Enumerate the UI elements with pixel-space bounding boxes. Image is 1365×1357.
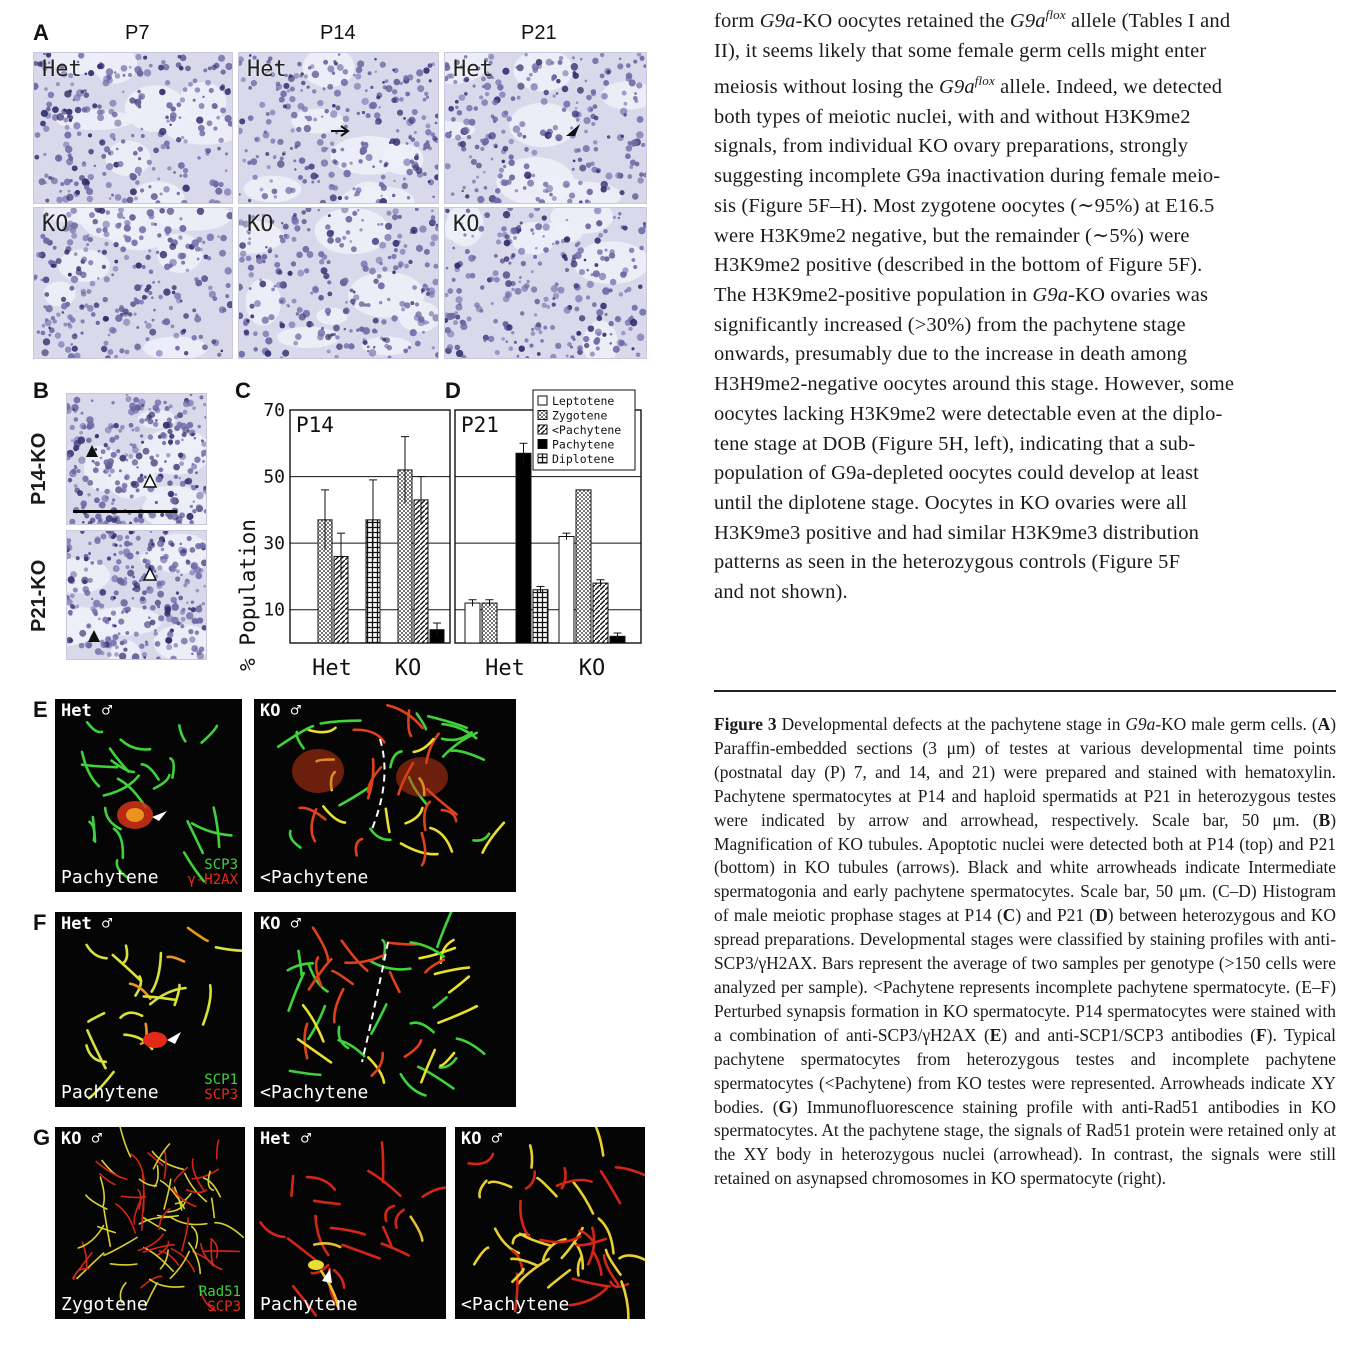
legend-green: SCP3 xyxy=(204,857,238,873)
body-line: population of G9a-depleted oocytes could develop at least xyxy=(714,462,1200,485)
arrowhead-icon xyxy=(167,1032,181,1044)
y-tick-label: 50 xyxy=(263,466,285,488)
figure-caption: Figure 3 Developmental defects at the pachytene stage in G9a-KO male germ cells. (A) Paraffin-embedded sections (3 μm) of testes at various developmental time points (postnatal day (P) 7, and 14, and 21) were prepared and stained with hematoxylin. Pachytene spermatocytes at P14 and haploid spermatids at P21 in heterozygous testes were indicated by arrow and arrowhead, respectively. Scale bar, 50 μm. (B) Magnification of KO tubules. Apoptotic nuclei were detected both at P14 (top) and P21 (bottom) in KO tubules (arrows). Black and white arrowheads indicate Intermediate spermatogonia and early pachytene spermatocytes. Scale bar, 50 μm. (C–D) Histogram of male meiotic prophase stages at P14 (C) and P21 (D) between heterozygous and KO spread preparations. Developmental stages were classified by staining profiles with anti-SCP3/γH2AX. Bars represent the average of two samples per genotype (>150 cells were analyzed per sample). <Pachytene represents incomplete pachytene spermatocyte. (E–F) Perturbed synapsis formation in KO spermatocyte. P14 spermatocytes were stained with a combination of anti-SCP3/γH2AX (E) and anti-SCP1/SCP3 antibodies (F). Typical pachytene spermatocytes from heterozygous testes and incomplete pachytene spermatocytes (<Pachytene) from KO testes were represented. Arrowheads indicate XY bodies. (G) Immunofluorescence staining profile with anti-Rad51 antibodies in KO spermatocytes. At the pachytene stage, the signals of Rad51 protein were retained only at the XY body in heterozygous nuclei (arrowhead). In contrast, the signals were still retained on asynapsed chromosomes in KO spermatocyte (right). xyxy=(714,714,1336,1189)
legend-red: γ-H2AX xyxy=(187,872,238,888)
fluorescence-g-het-pachytene xyxy=(254,1127,446,1319)
stage-label: Pachytene xyxy=(260,1294,358,1315)
body-line: suggesting incomplete G9a inactivation during female meio- xyxy=(714,165,1221,188)
body-line: H3K9me3 positive and had similar H3K9me3 distribution xyxy=(714,521,1200,544)
bar-diplotene xyxy=(533,590,548,643)
histology-ko-p7 xyxy=(33,207,233,359)
panel-a-col-p7: P7 xyxy=(125,22,150,44)
y-axis-label: % Population xyxy=(236,519,260,671)
arrowhead-open-icon xyxy=(143,474,157,488)
stage-label: Pachytene xyxy=(61,867,159,888)
tissue-texture xyxy=(67,394,206,524)
stage-label: <Pachytene xyxy=(260,867,369,888)
legend-entry: Diplotene xyxy=(552,452,615,466)
image-title: KO ♂ xyxy=(461,1129,502,1149)
legend-entry: Leptotene xyxy=(552,394,615,408)
image-title: KO ♂ xyxy=(260,914,301,934)
bar-zygotene xyxy=(576,490,591,643)
arrowhead-icon xyxy=(87,629,101,643)
legend-green: Rad51 xyxy=(198,1284,241,1300)
arrowhead-icon xyxy=(85,444,99,458)
arrow-icon xyxy=(331,125,353,137)
category-label: KO xyxy=(394,656,422,681)
legend-red: SCP3 xyxy=(204,1087,238,1103)
bar-leptotene xyxy=(559,536,574,643)
stage-label: Pachytene xyxy=(61,1082,159,1103)
y-tick-label: 30 xyxy=(263,533,285,555)
row-label-het: Het xyxy=(247,57,287,82)
arrowhead-icon xyxy=(152,811,167,821)
body-line: onwards, presumably due to the increase in death among xyxy=(714,343,1188,366)
category-label: KO xyxy=(578,656,606,681)
panel-b-row-p14-ko: P14-KO xyxy=(28,432,50,505)
chart-title: P21 xyxy=(461,413,499,437)
body-line: tene stage at DOB (Figure 5H, left), indicating that a sub- xyxy=(714,432,1196,455)
body-line: significantly increased (>30%) from the pachytene stage xyxy=(714,313,1186,336)
arrowhead-open-icon xyxy=(143,567,157,581)
legend-green: SCP1 xyxy=(204,1072,238,1088)
body-paragraph xyxy=(714,0,1336,608)
chromosome-strands xyxy=(455,1127,645,1319)
row-label-ko: KO xyxy=(42,212,69,237)
body-line: II), it seems likely that some female germ cells might enter xyxy=(714,39,1207,62)
y-tick-label: 70 xyxy=(263,400,285,421)
histology-het-p21 xyxy=(444,52,647,204)
body-line: The H3K9me2-positive population in G9a-KO ovaries was xyxy=(714,283,1209,306)
stain-legend xyxy=(187,858,238,888)
histology-p14-ko-magnified xyxy=(66,393,207,525)
fluorescence-e-ko xyxy=(254,699,516,892)
caption-divider xyxy=(714,690,1336,692)
scale-bar xyxy=(73,510,177,513)
stain-legend xyxy=(204,1073,238,1103)
category-label: Het xyxy=(312,656,352,681)
chart-title: P14 xyxy=(296,413,334,437)
fluorescence-g-ko-zygotene xyxy=(55,1127,245,1319)
legend-swatch xyxy=(538,411,547,420)
fluorescence-g-ko-incomplete xyxy=(455,1127,645,1319)
bar-leptotene xyxy=(465,603,480,643)
legend-swatch xyxy=(538,440,547,449)
body-line: were H3K9me2 negative, but the remainder (∼5%) were xyxy=(714,224,1190,247)
legend-entry: Pachytene xyxy=(552,437,615,452)
fluorescence-f-ko xyxy=(254,912,516,1107)
legend-swatch xyxy=(538,425,547,434)
legend-red: SCP3 xyxy=(207,1299,241,1315)
histology-het-p7 xyxy=(33,52,233,204)
fluorescence-e-het xyxy=(55,699,242,892)
panel-b-row-p21-ko: P21-KO xyxy=(28,559,50,632)
panel-a-col-p14: P14 xyxy=(320,22,356,44)
arrowhead-icon xyxy=(322,1269,332,1283)
panel-g-letter: G xyxy=(33,1125,51,1150)
row-label-ko: KO xyxy=(247,212,274,237)
panel-f-letter: F xyxy=(33,910,47,935)
body-line: both types of meiotic nuclei, with and without H3K9me2 xyxy=(714,105,1191,128)
body-line: until the diplotene stage. Oocytes in KO ovaries were all xyxy=(714,491,1188,514)
histology-ko-p21 xyxy=(444,207,647,359)
bar-zygotene xyxy=(482,603,497,643)
bar-pachytene xyxy=(593,583,608,643)
chart-panels-cd xyxy=(225,380,645,685)
y-tick-label: 10 xyxy=(263,599,285,621)
panel-e-letter: E xyxy=(33,697,48,722)
stain-legend xyxy=(199,1285,241,1315)
body-line: oocytes lacking H3K9me2 were detectable even at the diplo- xyxy=(714,402,1223,425)
row-label-ko: KO xyxy=(453,212,480,237)
histology-p21-ko-magnified xyxy=(66,530,207,660)
stage-label: <Pachytene xyxy=(260,1082,369,1103)
category-label: Het xyxy=(485,656,525,681)
panel-a-col-p21: P21 xyxy=(521,22,557,44)
fluorescence-f-het xyxy=(55,912,242,1107)
body-line: meiosis without losing the $G9a^{flox}$ allele. Indeed, we detected xyxy=(714,73,1223,99)
arrowhead-icon xyxy=(565,123,581,137)
image-title: KO ♂ xyxy=(61,1129,102,1149)
histology-het-p14 xyxy=(238,52,439,204)
body-line: signals, from individual KO ovary preparations, strongly xyxy=(714,135,1189,158)
body-line: H3K9me2 positive (described in the bottom of Figure 5F). xyxy=(714,254,1203,277)
body-line: sis (Figure 5F–H). Most zygotene oocytes (∼95%) at E16.5 xyxy=(714,194,1215,217)
panel-c-letter: C xyxy=(235,378,251,403)
caption-label: Figure 3 xyxy=(714,714,777,734)
image-title: KO ♂ xyxy=(260,701,301,721)
histology-ko-p14 xyxy=(238,207,439,359)
body-line: H3H9me2-negative oocytes around this stage. However, some xyxy=(714,373,1235,396)
legend-entry: Zygotene xyxy=(552,408,608,423)
legend-entry: <Pachytene xyxy=(552,423,622,437)
row-label-het: Het xyxy=(453,57,493,82)
panel-a-letter: A xyxy=(33,20,49,45)
image-title: Het ♂ xyxy=(61,701,113,721)
image-title: Het ♂ xyxy=(260,1129,312,1149)
body-line: patterns as seen in the heterozygous controls (Figure 5F xyxy=(714,551,1181,574)
stage-label: <Pachytene xyxy=(461,1294,570,1315)
body-line: and not shown). xyxy=(714,581,848,604)
row-label-het: Het xyxy=(42,57,82,82)
panel-d-letter: D xyxy=(445,378,461,403)
panel-b-letter: B xyxy=(33,378,49,403)
bar-pachytene xyxy=(516,453,531,643)
legend-swatch xyxy=(538,454,547,463)
stage-label: Zygotene xyxy=(61,1294,148,1315)
legend-swatch xyxy=(538,396,547,405)
body-line: form G9a-KO oocytes retained the $G9a^{flox}$ allele (Tables I and xyxy=(714,7,1231,32)
image-title: Het ♂ xyxy=(61,914,113,934)
